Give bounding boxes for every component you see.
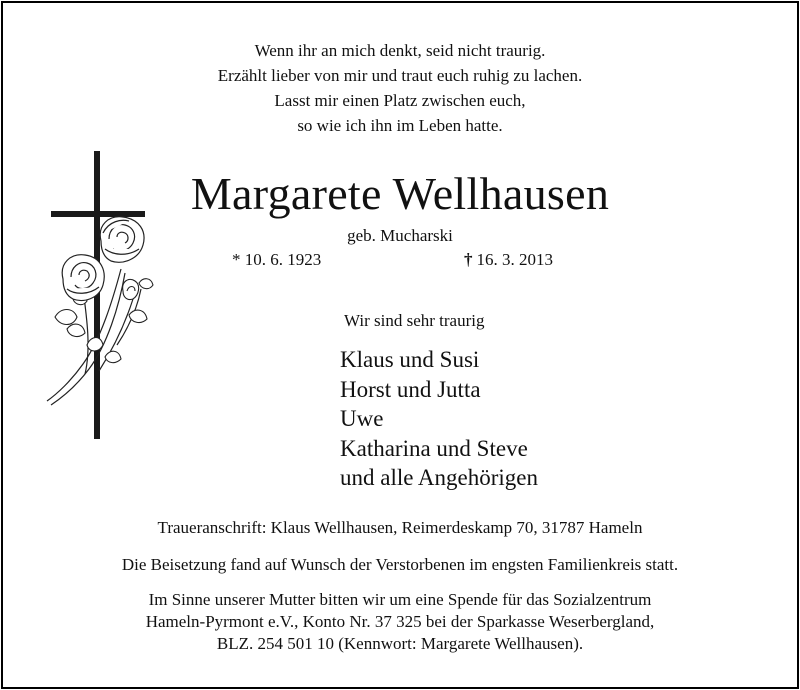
mourning-heading: Wir sind sehr traurig [344, 311, 485, 330]
poem-line-1: Wenn ihr an mich denkt, seid nicht traurig. [254, 41, 546, 60]
list-item: Uwe [340, 406, 384, 431]
poem-line-2: Erzählt lieber von mir und traut euch ruhig zu lachen. [217, 66, 583, 85]
list-item: und alle Angehörigen [340, 465, 539, 490]
list-item: Klaus und Susi [340, 347, 480, 372]
death-date-group [464, 249, 553, 271]
birth-name: geb. Mucharski [347, 226, 453, 245]
death-cross-icon: † [464, 250, 473, 269]
death-date: 16. 3. 2013 [476, 250, 553, 269]
donation-line-1: Im Sinne unserer Mutter bitten wir um eine Spende für das Sozialzentrum [148, 590, 652, 609]
memorial-poem [3, 38, 797, 138]
poem-line-3: Lasst mir einen Platz zwischen euch, [274, 91, 526, 110]
obituary-notice [1, 1, 799, 689]
list-item: Horst und Jutta [340, 376, 481, 402]
donation-note [3, 589, 797, 655]
birth-date: * 10. 6. 1923 [232, 250, 322, 269]
deceased-name: Margarete Wellhausen [190, 168, 610, 219]
mourners-list [340, 345, 538, 493]
donation-line-3: BLZ. 254 501 10 (Kennwort: Margarete Wellhausen). [216, 634, 584, 653]
burial-note: Die Beisetzung fand auf Wunsch der Verstorbenen im engsten Familienkreis statt. [121, 555, 679, 574]
donation-line-2: Hameln-Pyrmont e.V., Konto Nr. 37 325 bei der Sparkasse Weserbergland, [145, 612, 655, 631]
mourning-address: Traueranschrift: Klaus Wellhausen, Reimerdeskamp 70, 31787 Hameln [157, 518, 643, 537]
list-item: Katharina und Steve [340, 435, 528, 461]
rose-icon [62, 255, 104, 301]
poem-line-4: so wie ich ihn im Leben hatte. [297, 116, 503, 135]
